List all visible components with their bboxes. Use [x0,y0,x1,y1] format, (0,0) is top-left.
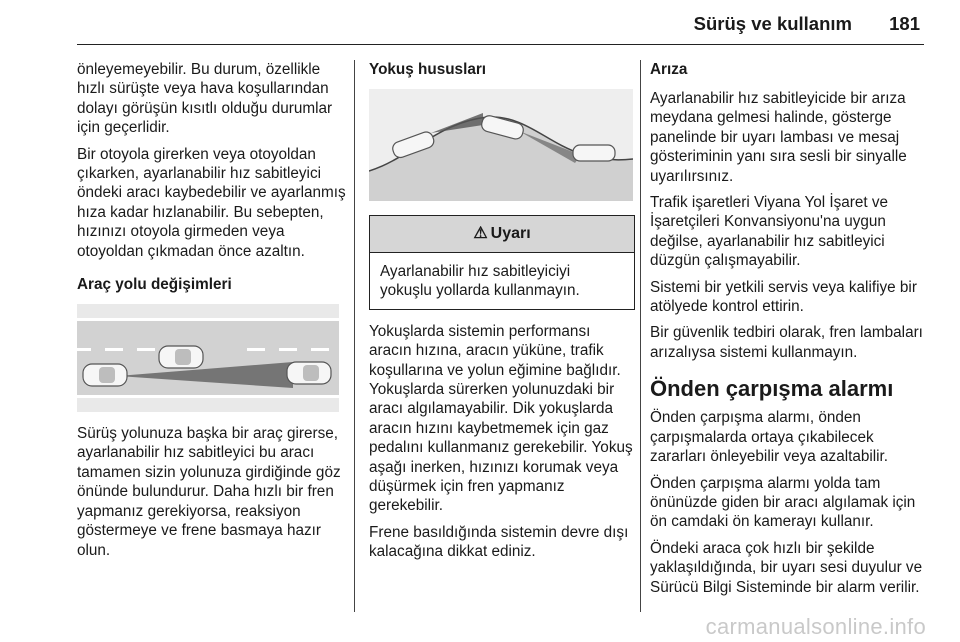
paragraph: Sürüş yolunuza başka bir araç girerse, ayarlanabilir hız sabitleyici bu aracı tamamen sizin yolunuza girdiğinde göz önünde bulundurur. Daha hızlı bir fren yapmanız gerekiyorsa, reaksiyon göstermeye ve frene basmaya hazır olun. [77,425,341,559]
column-1 [77,60,349,567]
paragraph: Öndeki araca çok hızlı bir şekilde yaklaşıldığında, bir uyarı sesi duyulur ve Sürücü Bilgi Sisteminde bir alarm verilir. [650,539,923,596]
paragraph: Sistemi bir yetkili servis veya kalifiye bir atölyede kontrol ettirin. [650,278,917,316]
hill-illustration [369,89,633,201]
chapter-heading: Önden çarpışma alarmı [650,376,894,402]
paragraph: Trafik işaretleri Viyana Yol İşaret ve İşaretçileri Konvansiyonu'na uygun değilse, ayarlanabilir hız sabitleyici düzgün çalışmayabilir. [650,194,889,270]
paragraph: Frene basıldığında sistemin devre dışı kalacağına dikkat ediniz. [369,523,629,561]
warning-triangle-icon: ⚠ [473,225,488,243]
watermark: carmanualsonline.info [705,614,926,639]
column-divider-2 [640,60,641,612]
column-2 [369,60,635,569]
paragraph: Yokuşlarda sistemin performansı aracın hızına, aracın yüküne, trafik koşullarına ve yolun eğimine bağlıdır. Yokuşlarda sürerken yolunuzdaki bir aracı algılamayabilir. Dik yokuşlarda aracın hızını kaybetmemek için gaz pedalını kullanmanız gerekebilir. Yokuş aşağı inerken, hızınızı korumak veya düşürmek için fren yapmanız gerekebilir. [369,322,633,515]
page-title: Sürüş ve kullanım [693,13,852,34]
car-ahead [287,362,331,384]
paragraph: Ayarlanabilir hız sabitleyicide bir arıza meydana gelmesi halinde, gösterge panelinde bir uyarı lambası ve mesaj gösteriminin yanı sıra sesli bir sinyalle uyarılırsınız. [650,90,907,185]
column-divider-1 [354,60,355,612]
page-number: 181 [889,13,920,34]
paragraph: Önden çarpışma alarmı yolda tam önünüzde giden bir aracı algılamak için ön camdaki ön kamerayı kullanır. [650,474,916,531]
page-header [77,0,924,45]
paragraph: önleyemeyebilir. Bu durum, özellikle hızlı sürüşte veya hava koşullarından dolayı görüşün kısıtlı olduğu durumlar için geçerlidir. [77,61,333,137]
section-heading: Yokuş hususları [369,61,487,78]
paragraph: Önden çarpışma alarmı, önden çarpışmalarda ortaya çıkabilecek zararları önleyebilir veya azaltabilir. [650,409,889,466]
lane-change-illustration [77,304,339,412]
paragraph: Bir güvenlik tedbiri olarak, fren lambaları arızalıysa sistemi kullanmayın. [650,324,923,361]
car-ego [83,364,127,386]
car-merging [159,346,203,368]
paragraph: Bir otoyola girerken veya otoyoldan çıkarken, ayarlanabilir hız sabitleyici öndeki aracı kaybedebilir ve ayarlanmış hıza kadar hızlanabilir. Bu sebepten, hızınızı otoyola girmeden veya otoyoldan çıkmadan önce azaltın. [77,145,346,260]
car-downhill [573,145,615,161]
section-heading: Arıza [650,61,688,78]
column-3 [650,60,930,604]
warning-header [370,216,634,253]
warning-title: Uyarı [490,225,531,243]
warning-box [369,215,635,310]
section-heading: Araç yolu değişimleri [77,276,232,294]
warning-text: Ayarlanabilir hız sabitleyiciyi yokuşlu yollarda kullanmayın. [380,263,580,300]
